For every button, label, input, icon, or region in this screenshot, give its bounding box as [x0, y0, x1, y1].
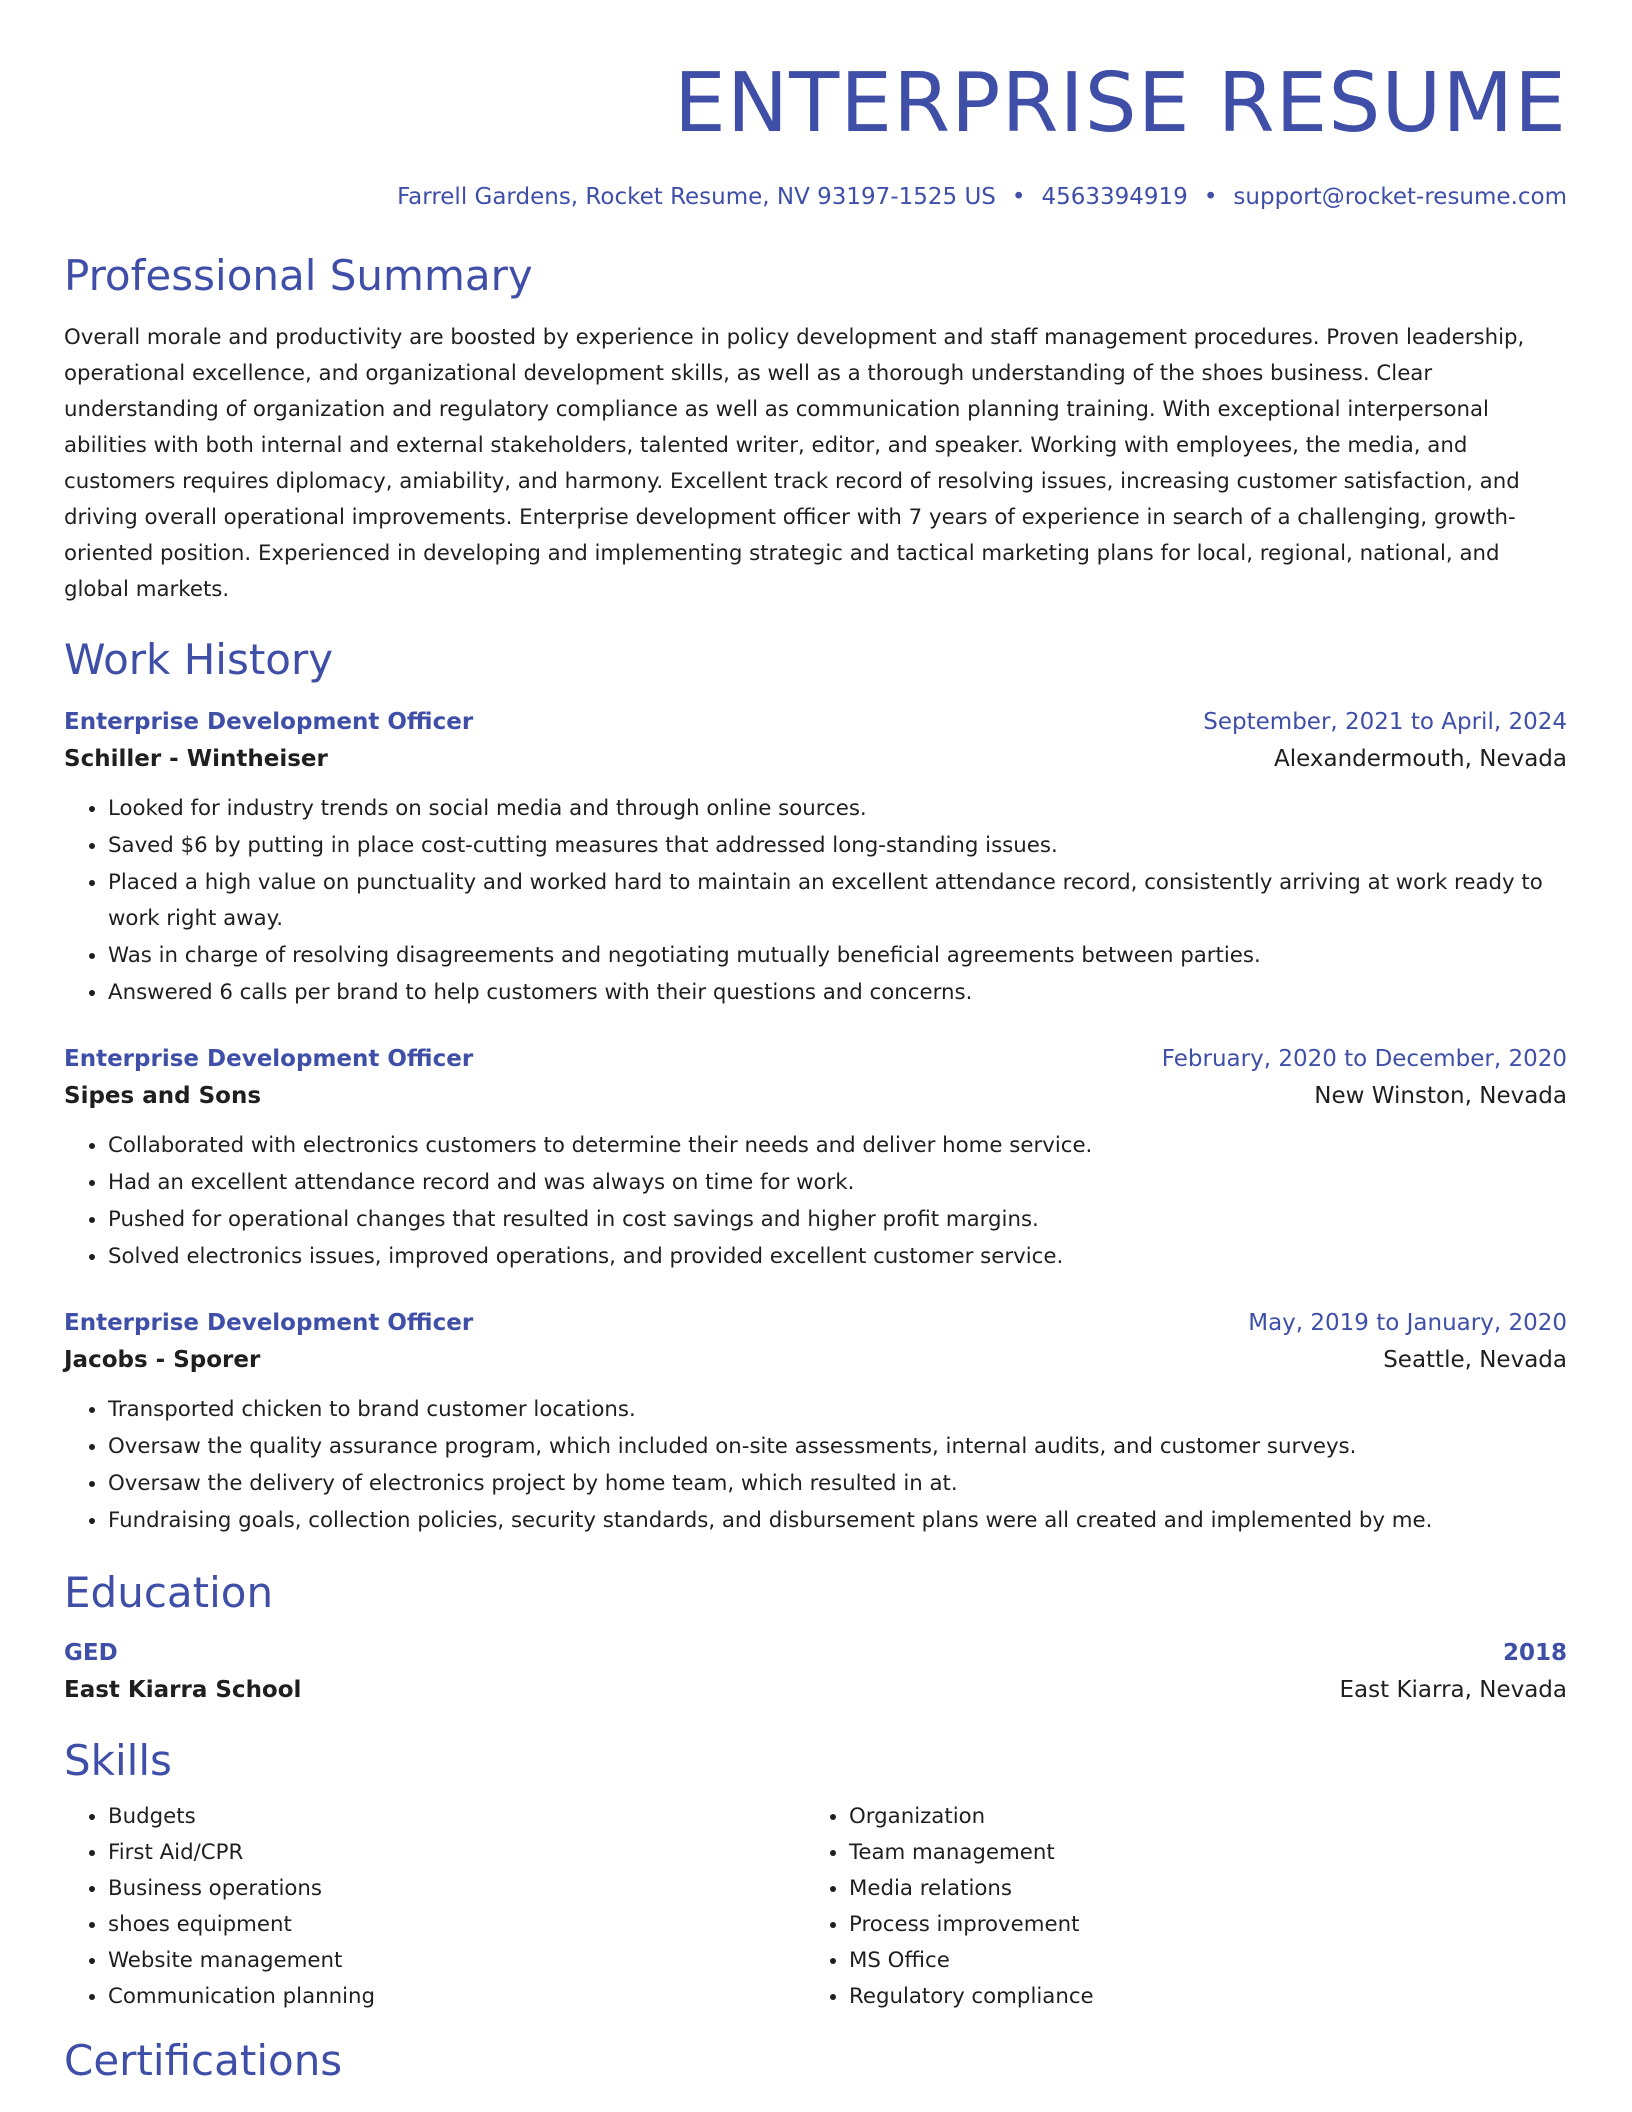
job-dates: February, 2020 to December, 2020 — [1161, 1046, 1567, 1072]
summary-heading: Professional Summary — [64, 251, 533, 300]
skills-list — [64, 1799, 1567, 2015]
job-dates: May, 2019 to January, 2020 — [1248, 1310, 1567, 1336]
skill-item: • Process improvement — [849, 1907, 1546, 1943]
skill-item: • Website management — [108, 1943, 805, 1979]
job-entry — [64, 704, 1567, 1011]
job-bullet: • Was in charge of resolving disagreements and negotiating mutually beneficial agreements between parties. — [108, 937, 1567, 974]
education-heading: Education — [64, 1568, 274, 1617]
job-company: Sipes and Sons — [64, 1083, 262, 1109]
job-title: Enterprise Development Officer — [64, 709, 474, 735]
resume-page — [64, 0, 1567, 2087]
job-company: Schiller - Wintheiser — [64, 746, 328, 772]
job-bullet: • Oversaw the delivery of electronics project by home team, which resulted in at. — [108, 1465, 1567, 1502]
work-history-heading: Work History — [64, 635, 334, 684]
job-bullet: • Collaborated with electronics customers to determine their needs and deliver home service. — [108, 1127, 1567, 1164]
skill-item: • Media relations — [849, 1871, 1546, 1907]
skills-column-right — [805, 1799, 1546, 2015]
contact-email[interactable]: support@rocket-resume.com — [1233, 184, 1567, 210]
job-title: Enterprise Development Officer — [64, 1046, 474, 1072]
job-bullet: • Saved $6 by putting in place cost-cutting measures that addressed long-standing issues. — [108, 827, 1567, 864]
job-bullet: • Looked for industry trends on social media and through online sources. — [108, 790, 1567, 827]
skill-item: • shoes equipment — [108, 1907, 805, 1943]
job-location: Seattle, Nevada — [1383, 1347, 1567, 1373]
contact-separator: • — [1203, 184, 1218, 210]
job-bullet: • Had an excellent attendance record and was always on time for work. — [108, 1164, 1567, 1201]
resume-title: ENTERPRISE RESUME — [674, 56, 1567, 151]
contact-separator: • — [1011, 184, 1026, 210]
summary-text: Overall morale and productivity are boosted by experience in policy development and staff management procedures. Proven leadership, operational excellence, and organizational development skills, as well as a thorough understanding of the shoes business. Clear understanding of organization and regulatory compliance as well as communication planning training. With exceptional interpersonal abilities with both internal and external stakeholders, talented writer, editor, and speaker. Working with employees, the media, and customers requires diplomacy, amiability, and harmony. Excellent track record of resolving issues, increasing customer satisfaction, and driving overall operational improvements. Enterprise development officer with 7 years of experience in search of a challenging, growth-oriented position. Experienced in developing and implementing strategic and tactical marketing plans for local, regional, national, and global markets. — [64, 325, 1525, 602]
job-title: Enterprise Development Officer — [64, 1310, 474, 1336]
job-entry — [64, 1041, 1567, 1275]
job-bullets — [64, 1391, 1567, 1539]
skill-item: • Communication planning — [108, 1979, 805, 2015]
skills-heading: Skills — [64, 1736, 172, 1785]
education-location: East Kiarra, Nevada — [1339, 1677, 1567, 1703]
skills-column-left — [64, 1799, 805, 2015]
job-bullet: • Solved electronics issues, improved operations, and provided excellent customer service. — [108, 1238, 1567, 1275]
skill-item: • Team management — [849, 1835, 1546, 1871]
skill-item: • MS Office — [849, 1943, 1546, 1979]
skill-item: • Regulatory compliance — [849, 1979, 1546, 2015]
certifications-heading: Certifications — [64, 2036, 343, 2085]
job-dates: September, 2021 to April, 2024 — [1203, 709, 1567, 735]
job-bullet: • Transported chicken to brand customer locations. — [108, 1391, 1567, 1428]
job-bullet: • Answered 6 calls per brand to help customers with their questions and concerns. — [108, 974, 1567, 1011]
job-bullets — [64, 790, 1567, 1011]
job-bullet: • Oversaw the quality assurance program, which included on-site assessments, internal audits, and customer surveys. — [108, 1428, 1567, 1465]
education-entry — [64, 1635, 1567, 1709]
job-location: Alexandermouth, Nevada — [1274, 746, 1567, 772]
education-year: 2018 — [1502, 1640, 1567, 1666]
skill-item: • Business operations — [108, 1871, 805, 1907]
education-degree: GED — [64, 1640, 118, 1666]
job-company: Jacobs - Sporer — [64, 1347, 261, 1373]
skill-item: • Organization — [849, 1799, 1546, 1835]
job-entry — [64, 1305, 1567, 1539]
job-bullets — [64, 1127, 1567, 1275]
contact-address: Farrell Gardens, Rocket Resume, NV 93197-1525 US — [397, 184, 996, 210]
job-bullet: • Pushed for operational changes that resulted in cost savings and higher profit margins. — [108, 1201, 1567, 1238]
job-location: New Winston, Nevada — [1314, 1083, 1567, 1109]
skill-item: • Budgets — [108, 1799, 805, 1835]
contact-line — [64, 182, 1567, 212]
job-bullet: • Fundraising goals, collection policies, security standards, and disbursement plans were all created and implemented by me. — [108, 1502, 1567, 1539]
job-bullet: • Placed a high value on punctuality and worked hard to maintain an excellent attendance record, consistently arriving at work ready to work right away. — [108, 864, 1567, 937]
contact-phone[interactable]: 4563394919 — [1041, 184, 1188, 210]
education-school: East Kiarra School — [64, 1677, 302, 1703]
skill-item: • First Aid/CPR — [108, 1835, 805, 1871]
